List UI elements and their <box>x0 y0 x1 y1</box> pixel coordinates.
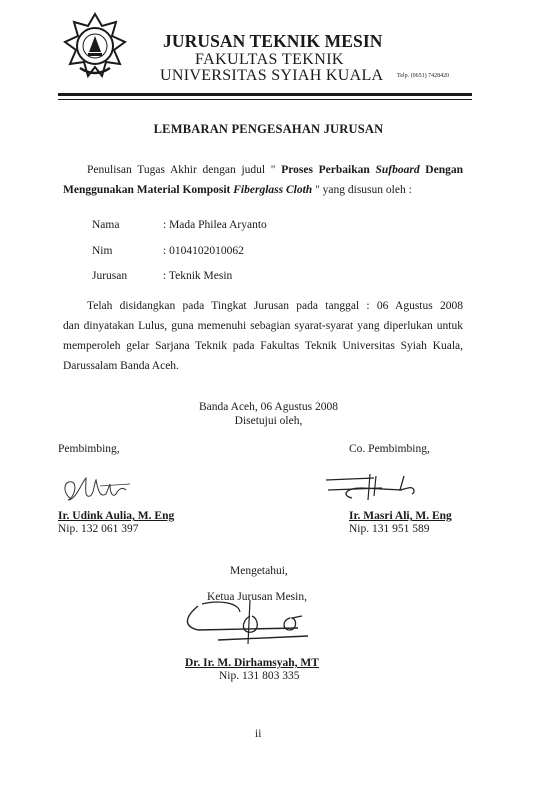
body-line-2: dan dinyatakan Lulus, guna memenuhi sebagian syarat-syarat yang diperlukan untuk <box>63 320 463 332</box>
header-university: UNIVERSITAS SYIAH KUALA <box>160 67 384 84</box>
approved-label: Disetujui oleh, <box>234 415 303 427</box>
ketua-role: Ketua Jurusan Mesin, <box>207 591 307 603</box>
co-pembimbing-nip: Nip. 131 951 589 <box>349 523 430 535</box>
co-pembimbing-signature <box>322 470 432 506</box>
mengetahui-label: Mengetahui, <box>230 565 288 577</box>
body-line-3: memperoleh gelar Sarjana Teknik pada Fakultas Teknik Universitas Syiah Kuala, <box>63 340 463 352</box>
intro-paragraph <box>63 160 463 200</box>
header-phone: Telp. (0651) 7428420 <box>397 73 450 79</box>
pembimbing-role: Pembimbing, <box>58 443 120 455</box>
body-line-4: Darussalam Banda Aceh. <box>63 360 179 372</box>
place-date-block <box>0 400 537 428</box>
header-rule-thick <box>58 93 472 96</box>
intro-line-1: Penulisan Tugas Akhir dengan judul " Proses Perbaikan Sufboard Dengan <box>87 164 464 176</box>
pembimbing-signature <box>60 470 140 508</box>
page-number: ii <box>255 728 262 740</box>
header-faculty: FAKULTAS TEKNIK <box>195 51 344 68</box>
body-line-1: Telah disidangkan pada Tingkat Jurusan pada tanggal : 06 Agustus 2008 <box>87 300 463 312</box>
field-nim: Nim : 0104102010062 <box>92 245 244 257</box>
intro-line-2: Menggunakan Material Komposit Fiberglass Cloth " yang disusun oleh : <box>63 184 412 196</box>
place-date: Banda Aceh, 06 Agustus 2008 <box>199 401 338 413</box>
document-title: LEMBARAN PENGESAHAN JURUSAN <box>153 122 384 136</box>
ketua-name: Dr. Ir. M. Dirhamsyah, MT <box>185 657 319 669</box>
pembimbing-nip: Nip. 132 061 397 <box>58 523 139 535</box>
university-logo <box>62 12 128 82</box>
ketua-nip: Nip. 131 803 335 <box>219 670 300 682</box>
body-paragraph <box>63 296 463 376</box>
pembimbing-name: Ir. Udink Aulia, M. Eng <box>58 510 175 522</box>
field-nama: Nama : Mada Philea Aryanto <box>92 219 267 231</box>
co-pembimbing-name: Ir. Masri Ali, M. Eng <box>349 510 452 522</box>
header-department: JURUSAN TEKNIK MESIN <box>163 31 383 51</box>
ketua-signature <box>178 596 328 652</box>
co-pembimbing-role: Co. Pembimbing, <box>349 443 430 455</box>
field-jurusan: Jurusan : Teknik Mesin <box>92 270 233 282</box>
header-rule-thin <box>58 99 472 100</box>
